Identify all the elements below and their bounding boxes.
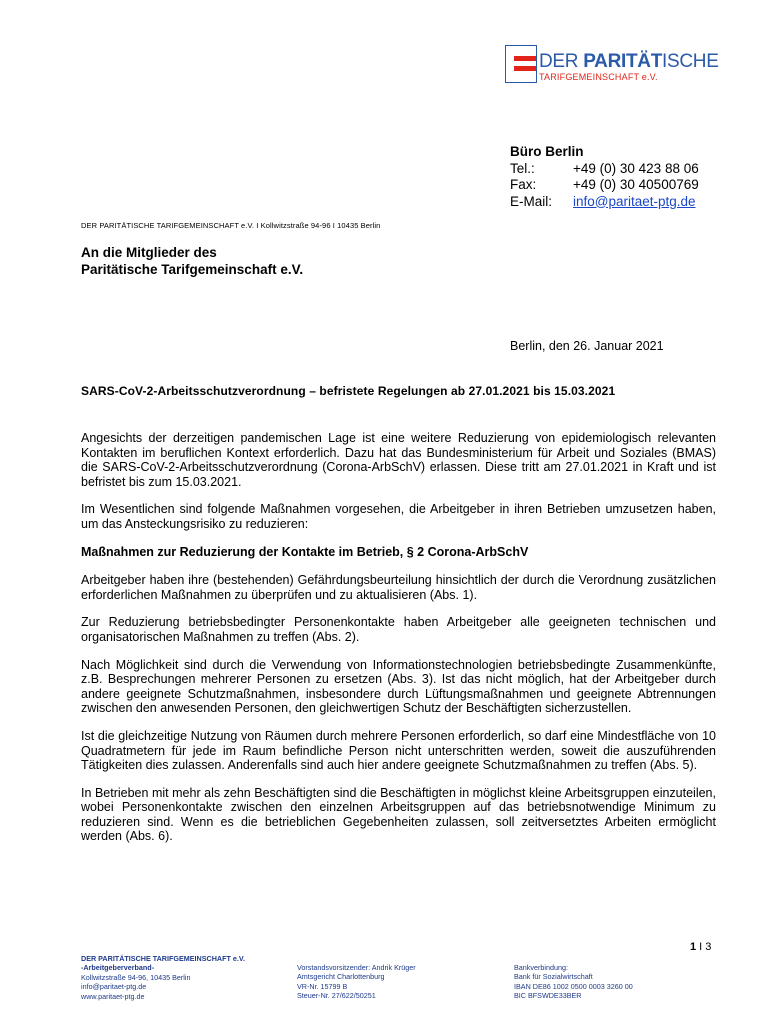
page-total: 3 [705,941,712,953]
recipient-block [81,245,303,278]
recipient-line: Paritätische Tarifgemeinschaft e.V. [81,261,304,277]
footer-line: Amtsgericht Charlottenburg [297,972,385,982]
email-link[interactable]: info@paritaet-ptg.de [573,193,696,209]
logo-wordmark: DER PARITÄTISCHE [539,51,719,72]
footer-line: VR-Nr. 15799 B [297,981,348,991]
fax-row [510,177,699,194]
footer-line: www.paritaet-ptg.de [81,991,145,1001]
footer-line: BIC BFSWDE33BER [514,991,582,1001]
body-paragraph: Zur Reduzierung betriebsbedingter Personenkontakte haben Arbeitgeber alle geeigneten technischen und organisatorischen Maßnahmen zu treffen (Abs. 2). [81,615,716,644]
page-current: 1 [690,941,697,953]
body-paragraph: Nach Möglichkeit sind durch die Verwendung von Informationstechnologien betriebsbedingte Zusammenkünfte, z.B. Besprechungen mehrerer Personen zu ersetzen (Abs. 3). Ist das nicht möglich, hat der Arbeitgeber durch andere geeignete Schutzmaßnahmen, insbesondere durch Lüftungsmaßnahmen und geeignete Abtrennungen zwischen den anwesenden Personen, den gleichwertigen Schutz der Beschäftigten sicherzustellen. [81,657,716,716]
body-paragraph: Ist die gleichzeitige Nutzung von Räumen durch mehrere Personen erforderlich, so darf eine Mindestfläche von 10 Quadratmetern für jede im Raum befindliche Person nicht unterschritten werden, soweit die auszuführenden Tätigkeiten dies zulassen. Anderenfalls sind auch hier andere geeignete Schutzmaßnahmen zu treffen (Abs. 5). [81,728,716,773]
company-logo [505,42,725,86]
tel-value: +49 (0) 30 423 88 06 [573,160,699,176]
sender-address-line: DER PARITÄTISCHE TARIFGEMEINSCHAFT e.V. I Kollwitzstraße 94-96 I 10435 Berlin [81,221,381,230]
footer-line: Steuer-Nr. 27/622/50251 [297,991,376,1001]
footer-line: DER PARITÄTISCHE TARIFGEMEINSCHAFT e.V. [81,954,245,963]
footer-line: Kollwitzstraße 94-96, 10435 Berlin [81,972,191,982]
fax-value: +49 (0) 30 40500769 [573,177,699,192]
body-paragraph: In Betrieben mit mehr als zehn Beschäftigten sind die Beschäftigten in möglichst kleine Arbeitsgruppen einzuteilen, wobei Personenkontakte zwischen den einzelnen Arbeitsgruppen auf das betriebsnotwendige Minimum zu reduzieren sind. Wenn es die betrieblichen Gegebenheiten zulassen, soll zeitversetztes Arbeiten ermöglicht werden (Abs. 6). [81,785,716,844]
body-paragraph: Arbeitgeber haben ihre (bestehenden) Gefährdungsbeurteilung hinsichtlich der durch die Verordnung zusätzlichen erforderlichen Maßnahmen zu überprüfen und zu aktualisieren (Abs. 1). [81,573,716,602]
footer-organization [81,954,245,1001]
logo-subtitle: TARIFGEMEINSCHAFT e.V. [539,72,658,82]
footer-line: Bank für Sozialwirtschaft [514,972,593,982]
footer-line: -Arbeitgeberverband- [81,963,155,973]
footer-registration [297,963,416,1001]
body-paragraph: Angesichts der derzeitigen pandemischen Lage ist eine weitere Reduzierung von epidemiologisch relevanten Kontakten im beruflichen Kontext erforderlich. Dazu hat das Bundesministerium für Arbeit und Soziales (BMAS) die SARS-CoV-2-Arbeitsschutzverordnung (Corona-ArbSchV) erlassen. Diese tritt am 27.01.2021 in Kraft und ist befristet bis zum 15.03.2021. [81,431,716,489]
email-label: E-Mail: [510,193,553,209]
page-separator: I [696,941,706,953]
footer-line: Vorstandsvorsitzender: Andrik Krüger [297,963,416,972]
office-contact-block [510,144,699,210]
email-row [510,194,699,211]
letter-date: Berlin, den 26. Januar 2021 [510,339,664,353]
footer-line: Bankverbindung: [514,963,568,972]
recipient-line: An die Mitglieder des [81,245,217,260]
page-number [690,941,711,953]
letter-subject: SARS-CoV-2-Arbeitsschutzverordnung – befristete Regelungen ab 27.01.2021 bis 15.03.2021 [81,384,616,398]
fax-label: Fax: [510,177,537,192]
logo-mark-icon [505,45,537,83]
footer-line: IBAN DE86 1002 0500 0003 3260 00 [514,981,633,991]
letter-body [81,431,716,857]
section-heading: Maßnahmen zur Reduzierung der Kontakte im Betrieb, § 2 Corona-ArbSchV [81,544,529,559]
footer-line: info@paritaet-ptg.de [81,982,147,992]
tel-row [510,161,699,178]
body-paragraph: Im Wesentlichen sind folgende Maßnahmen vorgesehen, die Arbeitgeber in ihren Betrieben umzusetzen haben, um das Ansteckungsrisiko zu reduzieren: [81,502,716,531]
office-title: Büro Berlin [510,144,584,159]
footer-bank [514,963,633,1001]
tel-label: Tel.: [510,160,535,176]
